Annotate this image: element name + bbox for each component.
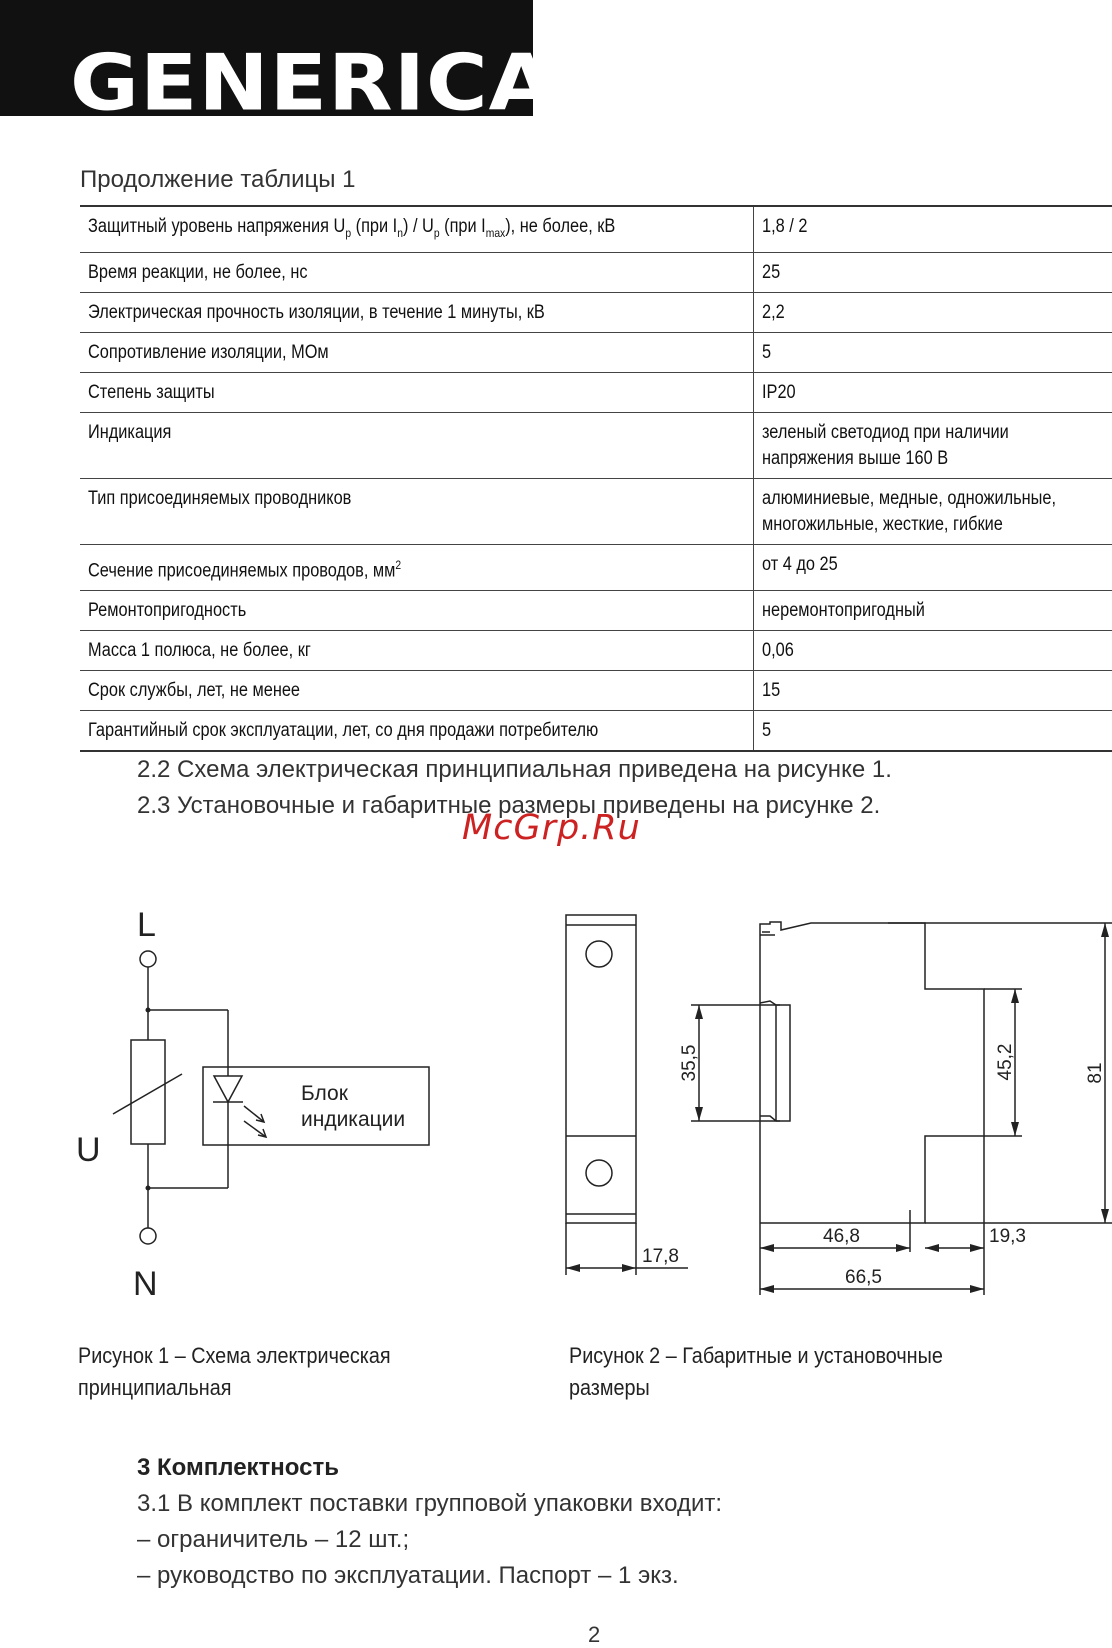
table-row xyxy=(80,631,1112,671)
paragraph-3-1: 3.1 В комплект поставки групповой упаковки входит: xyxy=(137,1490,723,1517)
table-cell-value: 2,2 xyxy=(754,292,1112,332)
watermark: McGrp.Ru xyxy=(462,808,641,848)
screw-hole-bottom xyxy=(586,1160,612,1186)
list-item: – ограничитель – 12 шт.; xyxy=(137,1526,410,1553)
table-cell-value: 5 xyxy=(754,332,1112,372)
table-cell-value: IP20 xyxy=(754,372,1112,412)
table-cell-value: 5 xyxy=(754,711,1112,752)
arrowhead xyxy=(622,1264,636,1272)
label-N: N xyxy=(133,1265,158,1303)
arrowhead xyxy=(566,1264,580,1272)
arrowhead xyxy=(970,1244,984,1252)
table-row xyxy=(80,711,1112,752)
arrowhead xyxy=(760,1244,774,1252)
table-cell-value: неремонтопригодный xyxy=(754,591,1112,631)
table-row xyxy=(80,478,1112,544)
table-cell-value: алюминиевые, медные, одножильные, многожильные, жесткие, гибкие xyxy=(754,478,1112,544)
label-L: L xyxy=(137,906,156,944)
dim-label-81: 81 xyxy=(1085,1062,1106,1084)
dim-label-19-3: 19,3 xyxy=(989,1226,1026,1247)
section-3-title: 3 Комплектность xyxy=(137,1454,339,1481)
table-cell-value: 15 xyxy=(754,671,1112,711)
table-row xyxy=(80,671,1112,711)
din-notch-top xyxy=(760,1001,790,1121)
arrowhead xyxy=(1101,923,1109,937)
figures-drawing xyxy=(0,880,1112,1320)
logo-band xyxy=(0,0,555,128)
table-row xyxy=(80,544,1112,590)
led-diode-icon xyxy=(214,1076,242,1102)
table-row xyxy=(80,332,1112,372)
arrowhead xyxy=(760,1285,774,1293)
brand-logo: GENERICA xyxy=(70,37,555,128)
table-cell-label: Сопротивление изоляции, МОм xyxy=(80,332,754,372)
table-cell-label: Электрическая прочность изоляции, в течение 1 минуты, кВ xyxy=(80,292,754,332)
table-cell-label: Срок службы, лет, не менее xyxy=(80,671,754,711)
table-cell-label: Тип присоединяемых проводников xyxy=(80,478,754,544)
table-cell-label: Масса 1 полюса, не более, кг xyxy=(80,631,754,671)
table-cell-value: 25 xyxy=(754,252,1112,292)
led-ray-2 xyxy=(244,1121,266,1137)
varistor-slash xyxy=(113,1074,182,1114)
table-cell-label: Ремонтопригодность xyxy=(80,591,754,631)
table-row xyxy=(80,292,1112,332)
table-cell-label: Индикация xyxy=(80,412,754,478)
device-side-profile xyxy=(760,922,984,1223)
dim-label-17-8: 17,8 xyxy=(642,1246,679,1267)
table-cell-label: Гарантийный срок эксплуатации, лет, со дня продажи потребителю xyxy=(80,711,754,752)
dim-label-46-8: 46,8 xyxy=(823,1226,860,1247)
block-label-line1: Блок xyxy=(301,1082,348,1105)
varistor xyxy=(131,1040,165,1144)
dim-label-45-2: 45,2 xyxy=(995,1043,1016,1081)
table-cell-value: 0,06 xyxy=(754,631,1112,671)
table-cell-label: Степень защиты xyxy=(80,372,754,412)
paragraph-2-2: 2.2 Схема электрическая принципиальная приведена на рисунке 1. xyxy=(137,756,892,783)
paragraph-2-3: 2.3 Установочные и габаритные размеры приведены на рисунке 2. xyxy=(137,792,881,819)
page-number: 2 xyxy=(588,1622,601,1647)
arrowhead xyxy=(695,1107,703,1121)
terminal-L xyxy=(140,951,156,967)
dim-label-35-5: 35,5 xyxy=(679,1044,700,1082)
arrowhead xyxy=(970,1285,984,1293)
table-cell-label: Сечение присоединяемых проводов, $мм^2$ xyxy=(80,544,754,590)
table-cell-value: от 4 до 25 xyxy=(754,544,1112,590)
table-cell-label: Время реакции, не более, нс xyxy=(80,252,754,292)
terminal-N xyxy=(140,1228,156,1244)
label-U: U xyxy=(76,1131,101,1169)
table-caption: Продолжение таблицы 1 xyxy=(80,166,356,193)
list-item: – руководство по эксплуатации. Паспорт – 1 экз. xyxy=(137,1562,679,1589)
table-row xyxy=(80,591,1112,631)
table-row xyxy=(80,412,1112,478)
screw-hole-top xyxy=(586,941,612,967)
table-cell-label: Защитный уровень напряжения $U_p$ (при $I_n) / U_p$ (при $I_{max}$), не более, кВ xyxy=(80,206,754,252)
indication-block xyxy=(203,1067,429,1145)
dim-label-66-5: 66,5 xyxy=(845,1267,882,1288)
device-front xyxy=(566,915,636,1223)
arrowhead xyxy=(925,1244,939,1252)
arrowhead xyxy=(1011,989,1019,1003)
arrowhead xyxy=(1101,1209,1109,1223)
figure2-caption: Рисунок 2 – Габаритные и установочные размеры xyxy=(569,1343,943,1400)
arrowhead xyxy=(695,1005,703,1019)
arrowhead xyxy=(1011,1122,1019,1136)
table-cell-value: зеленый светодиод при наличии напряжения выше 160 В xyxy=(754,412,1112,478)
block-label-line2: индикации xyxy=(301,1108,406,1131)
table-cell-value: 1,8 / 2 xyxy=(754,206,1112,252)
table-row xyxy=(80,372,1112,412)
figure1-caption: Рисунок 1 – Схема электрическая принципиальная xyxy=(78,1343,391,1400)
specs-table xyxy=(80,205,1112,752)
led-ray-2-head xyxy=(258,1129,266,1137)
table-row xyxy=(80,206,1112,252)
table-row xyxy=(80,252,1112,292)
arrowhead xyxy=(896,1244,910,1252)
